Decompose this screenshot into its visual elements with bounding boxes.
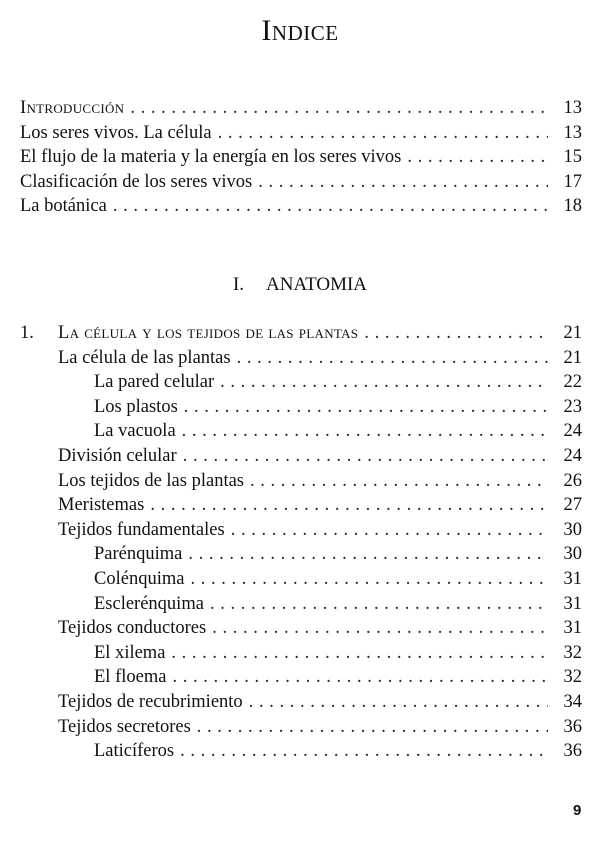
page-title: Indice xyxy=(261,14,339,47)
toc-entry-label: Introducción xyxy=(20,98,125,118)
toc-entry-page: 31 xyxy=(563,593,582,614)
toc-entry-page: 36 xyxy=(563,716,582,737)
section-numeral: I. xyxy=(232,274,245,295)
toc-entry-label: Clasificación de los seres vivos xyxy=(20,171,253,192)
toc-entry-label: Tejidos secretores xyxy=(58,716,191,737)
chapter-page: 21 xyxy=(563,323,582,343)
toc-entry[interactable] xyxy=(20,348,582,373)
dot-leader xyxy=(218,123,548,144)
section-heading xyxy=(0,274,600,296)
toc-entry-page: 13 xyxy=(563,122,582,143)
dot-leader xyxy=(184,397,548,418)
toc-entry-page: 23 xyxy=(563,396,582,417)
toc-entry-page: 18 xyxy=(563,196,582,217)
toc-subentry[interactable] xyxy=(20,643,582,668)
toc-subentry[interactable] xyxy=(20,372,582,397)
chapter-toc xyxy=(20,323,582,766)
toc-entry[interactable] xyxy=(20,692,582,717)
toc-entry-page: 27 xyxy=(563,495,582,516)
toc-entry-label: Laticíferos xyxy=(94,741,175,762)
toc-entry-page: 26 xyxy=(563,470,582,491)
toc-entry[interactable] xyxy=(20,446,582,471)
chapter-entry[interactable] xyxy=(20,323,582,348)
toc-entry-label: Tejidos de recubrimiento xyxy=(58,691,243,712)
dot-leader xyxy=(231,520,548,541)
toc-entry-page: 31 xyxy=(563,618,582,639)
toc-entry[interactable] xyxy=(20,147,582,172)
dot-leader xyxy=(237,348,548,369)
toc-subentry[interactable] xyxy=(20,421,582,446)
dot-leader xyxy=(220,372,548,393)
dot-leader xyxy=(250,471,548,492)
toc-entry-label: Los plastos xyxy=(94,396,178,417)
toc-entry-label: La pared celular xyxy=(94,372,215,393)
dot-leader xyxy=(130,98,548,119)
toc-entry-label: División celular xyxy=(58,445,177,466)
dot-leader xyxy=(188,544,548,565)
dot-leader xyxy=(212,618,548,639)
toc-entry[interactable] xyxy=(20,172,582,197)
toc-entry[interactable] xyxy=(20,471,582,496)
toc-entry-page: 32 xyxy=(563,642,582,663)
toc-subentry[interactable] xyxy=(20,544,582,569)
toc-entry-label: La vacuola xyxy=(94,421,176,442)
dot-leader xyxy=(180,741,548,762)
chapter-label: La célula y los tejidos de las plantas xyxy=(58,323,359,343)
toc-entry[interactable] xyxy=(20,495,582,520)
dot-leader xyxy=(407,147,548,168)
toc-entry-label: Colénquima xyxy=(94,568,185,589)
toc-entry-page: 30 xyxy=(563,519,582,540)
toc-entry-label: El floema xyxy=(94,667,167,688)
dot-leader xyxy=(258,172,548,193)
dot-leader xyxy=(197,717,548,738)
toc-subentry[interactable] xyxy=(20,741,582,766)
chapter-number: 1. xyxy=(20,323,34,343)
toc-entry[interactable] xyxy=(20,618,582,643)
dot-leader xyxy=(171,643,548,664)
toc-entry-page: 24 xyxy=(563,445,582,466)
toc-subentry[interactable] xyxy=(20,667,582,692)
toc-entry-page: 15 xyxy=(563,147,582,168)
toc-entry-page: 32 xyxy=(563,667,582,688)
toc-entry-label: Los seres vivos. La célula xyxy=(20,122,212,143)
toc-entry-label: Tejidos conductores xyxy=(58,618,207,639)
toc-entry-page: 36 xyxy=(563,741,582,762)
toc-entry-page: 17 xyxy=(563,171,582,192)
toc-entry-label: Parénquima xyxy=(94,544,183,565)
toc-entry[interactable] xyxy=(20,123,582,148)
toc-entry-page: 31 xyxy=(563,568,582,589)
dot-leader xyxy=(172,667,548,688)
toc-entry-page: 21 xyxy=(563,347,582,368)
toc-subentry[interactable] xyxy=(20,569,582,594)
toc-entry-label: Tejidos fundamentales xyxy=(58,519,225,540)
toc-entry[interactable] xyxy=(20,520,582,545)
intro-toc xyxy=(20,98,582,221)
toc-subentry[interactable] xyxy=(20,594,582,619)
toc-entry[interactable] xyxy=(20,717,582,742)
dot-leader xyxy=(190,569,548,590)
dot-leader xyxy=(113,196,548,217)
toc-entry-page: 24 xyxy=(563,421,582,442)
toc-subentry[interactable] xyxy=(20,397,582,422)
dot-leader xyxy=(182,421,548,442)
toc-entry-label: La célula de las plantas xyxy=(58,347,231,368)
toc-entry[interactable] xyxy=(20,98,582,123)
toc-entry-page: 34 xyxy=(563,691,582,712)
toc-entry-label: El flujo de la materia y la energía en los seres vivos xyxy=(20,147,402,168)
toc-entry-label: La botánica xyxy=(20,196,107,217)
dot-leader xyxy=(150,495,548,516)
toc-entry-label: Los tejidos de las plantas xyxy=(58,470,244,491)
toc-entry-page: 30 xyxy=(563,544,582,565)
toc-entry-label: El xilema xyxy=(94,642,166,663)
toc-entry-page: 13 xyxy=(563,98,582,118)
toc-entry[interactable] xyxy=(20,196,582,221)
dot-leader xyxy=(364,323,548,344)
toc-entry-label: Esclerénquima xyxy=(94,593,204,614)
dot-leader xyxy=(183,446,548,467)
dot-leader xyxy=(249,692,548,713)
page-number: 9 xyxy=(573,802,582,819)
toc-entry-page: 22 xyxy=(563,372,582,393)
toc-entry-label: Meristemas xyxy=(58,495,145,516)
section-title: ANATOMIA xyxy=(266,274,368,295)
dot-leader xyxy=(210,594,548,615)
